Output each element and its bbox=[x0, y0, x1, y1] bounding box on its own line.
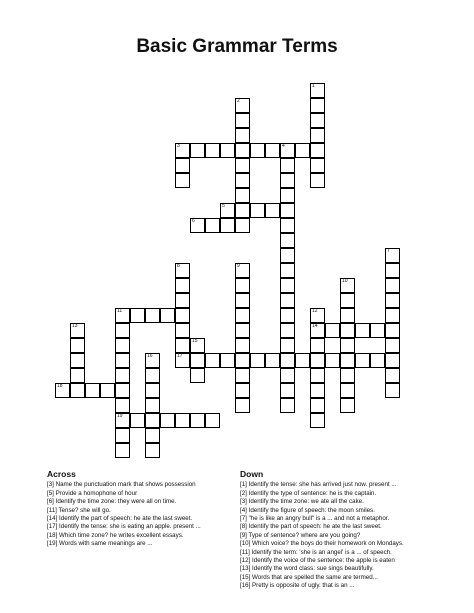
grid-cell[interactable] bbox=[175, 293, 190, 308]
clue-across-17: [17] Identify the tense: she is eating an apple. present ... bbox=[47, 523, 201, 531]
grid-cell[interactable] bbox=[280, 323, 295, 338]
grid-cell[interactable] bbox=[280, 353, 295, 368]
grid-cell[interactable] bbox=[205, 143, 220, 158]
grid-cell[interactable] bbox=[235, 278, 250, 293]
grid-cell[interactable] bbox=[70, 383, 85, 398]
grid-cell[interactable] bbox=[145, 383, 160, 398]
clue-across-19: [19] Words with same meanings are ... bbox=[47, 540, 153, 548]
grid-cell[interactable] bbox=[175, 323, 190, 338]
clue-number: 5 bbox=[222, 203, 225, 209]
grid-cell[interactable] bbox=[310, 368, 325, 383]
grid-cell[interactable] bbox=[220, 218, 235, 233]
grid-cell[interactable] bbox=[205, 353, 220, 368]
grid-cell[interactable] bbox=[115, 308, 130, 323]
grid-cell[interactable] bbox=[250, 353, 265, 368]
grid-cell[interactable] bbox=[145, 308, 160, 323]
grid-cell[interactable] bbox=[235, 398, 250, 413]
across-heading: Across bbox=[47, 469, 76, 479]
grid-cell[interactable] bbox=[340, 308, 355, 323]
grid-cell[interactable] bbox=[250, 203, 265, 218]
grid-cell[interactable] bbox=[310, 308, 325, 323]
grid-cell[interactable] bbox=[235, 368, 250, 383]
clue-down-1: [1] Identify the tense: she has arrived just now. present ... bbox=[240, 481, 397, 489]
grid-cell[interactable] bbox=[235, 188, 250, 203]
grid-cell[interactable] bbox=[385, 248, 400, 263]
grid-cell[interactable] bbox=[280, 143, 295, 158]
page-title: Basic Grammar Terms bbox=[136, 36, 338, 57]
grid-cell[interactable] bbox=[355, 323, 370, 338]
grid-cell[interactable] bbox=[70, 353, 85, 368]
grid-cell[interactable] bbox=[310, 323, 325, 338]
grid-cell[interactable] bbox=[70, 368, 85, 383]
grid-cell[interactable] bbox=[175, 413, 190, 428]
grid-cell[interactable] bbox=[385, 323, 400, 338]
grid-cell[interactable] bbox=[310, 83, 325, 98]
grid-cell[interactable] bbox=[160, 308, 175, 323]
grid-cell[interactable] bbox=[385, 293, 400, 308]
grid-cell[interactable] bbox=[310, 338, 325, 353]
grid-cell[interactable] bbox=[280, 218, 295, 233]
grid-cell[interactable] bbox=[340, 323, 355, 338]
grid-cell[interactable] bbox=[235, 218, 250, 233]
grid-cell[interactable] bbox=[235, 293, 250, 308]
grid-cell[interactable] bbox=[310, 143, 325, 158]
clue-down-13: [13] Identify the word class: sue sings beautifully. bbox=[240, 565, 374, 573]
grid-cell[interactable] bbox=[385, 263, 400, 278]
grid-cell[interactable] bbox=[385, 383, 400, 398]
grid-cell[interactable] bbox=[340, 398, 355, 413]
grid-cell[interactable] bbox=[250, 143, 265, 158]
grid-cell[interactable] bbox=[265, 203, 280, 218]
clue-number: 3 bbox=[177, 143, 180, 149]
grid-cell[interactable] bbox=[70, 338, 85, 353]
grid-cell[interactable] bbox=[190, 143, 205, 158]
grid-cell[interactable] bbox=[295, 353, 310, 368]
clue-number: 14 bbox=[312, 323, 318, 329]
grid-cell[interactable] bbox=[280, 203, 295, 218]
grid-cell[interactable] bbox=[235, 263, 250, 278]
grid-cell[interactable] bbox=[115, 368, 130, 383]
grid-cell[interactable] bbox=[385, 278, 400, 293]
grid-cell[interactable] bbox=[145, 428, 160, 443]
grid-cell[interactable] bbox=[310, 98, 325, 113]
grid-cell[interactable] bbox=[340, 383, 355, 398]
grid-cell[interactable] bbox=[115, 353, 130, 368]
grid-cell[interactable] bbox=[280, 233, 295, 248]
grid-cell[interactable] bbox=[280, 293, 295, 308]
grid-cell[interactable] bbox=[115, 383, 130, 398]
clue-across-14: [14] Identify the part of speech: he ate the last sweet. bbox=[47, 515, 193, 523]
clue-number: 11 bbox=[117, 308, 123, 314]
clue-across-6: [6] Identify the time zone: they were all on time. bbox=[47, 498, 177, 506]
grid-cell[interactable] bbox=[325, 323, 340, 338]
clue-number: 4 bbox=[282, 143, 285, 149]
grid-cell[interactable] bbox=[280, 263, 295, 278]
clue-number: 9 bbox=[237, 263, 240, 269]
grid-cell[interactable] bbox=[310, 413, 325, 428]
grid-cell[interactable] bbox=[115, 413, 130, 428]
grid-cell[interactable] bbox=[310, 398, 325, 413]
grid-cell[interactable] bbox=[265, 353, 280, 368]
grid-cell[interactable] bbox=[235, 323, 250, 338]
grid-cell[interactable] bbox=[175, 263, 190, 278]
grid-cell[interactable] bbox=[220, 353, 235, 368]
grid-cell[interactable] bbox=[115, 398, 130, 413]
grid-cell[interactable] bbox=[205, 218, 220, 233]
clue-across-5: [5] Provide a homophone of hour bbox=[47, 489, 138, 497]
clue-down-11: [11] Identify the term: 'she is an angel' is a ... of speech. bbox=[240, 548, 392, 556]
grid-cell[interactable] bbox=[280, 173, 295, 188]
grid-cell[interactable] bbox=[340, 353, 355, 368]
clue-across-11: [11] Tense? she will go. bbox=[47, 506, 111, 514]
clue-number: 1 bbox=[312, 83, 315, 89]
grid-cell[interactable] bbox=[235, 143, 250, 158]
clue-down-8: [8] Identify the part of speech: he ate the last sweet. bbox=[240, 523, 382, 531]
grid-cell[interactable] bbox=[385, 308, 400, 323]
grid-cell[interactable] bbox=[385, 338, 400, 353]
clue-number: 10 bbox=[342, 278, 348, 284]
grid-cell[interactable] bbox=[280, 248, 295, 263]
grid-cell[interactable] bbox=[115, 428, 130, 443]
grid-cell[interactable] bbox=[235, 383, 250, 398]
grid-cell[interactable] bbox=[115, 323, 130, 338]
grid-cell[interactable] bbox=[280, 158, 295, 173]
grid-cell[interactable] bbox=[145, 368, 160, 383]
grid-cell[interactable] bbox=[190, 413, 205, 428]
grid-cell[interactable] bbox=[310, 353, 325, 368]
grid-cell[interactable] bbox=[235, 113, 250, 128]
grid-cell[interactable] bbox=[235, 308, 250, 323]
grid-cell[interactable] bbox=[265, 143, 280, 158]
clue-number: 7 bbox=[387, 248, 390, 254]
clue-number: 18 bbox=[57, 383, 63, 389]
clue-number: 2 bbox=[237, 98, 240, 104]
grid-cell[interactable] bbox=[310, 158, 325, 173]
grid-cell[interactable] bbox=[370, 353, 385, 368]
clue-down-2: [2] Identify the type of sentence: he is the captain. bbox=[240, 489, 377, 497]
grid-cell[interactable] bbox=[175, 338, 190, 353]
grid-cell[interactable] bbox=[85, 383, 100, 398]
grid-cell[interactable] bbox=[235, 128, 250, 143]
grid-cell[interactable] bbox=[235, 98, 250, 113]
grid-cell[interactable] bbox=[280, 383, 295, 398]
grid-cell[interactable] bbox=[235, 338, 250, 353]
grid-cell[interactable] bbox=[220, 203, 235, 218]
grid-cell[interactable] bbox=[340, 293, 355, 308]
clue-number: 12 bbox=[312, 308, 318, 314]
grid-cell[interactable] bbox=[175, 173, 190, 188]
clue-number: 15 bbox=[192, 338, 198, 344]
grid-cell[interactable] bbox=[325, 353, 340, 368]
grid-cell[interactable] bbox=[115, 338, 130, 353]
grid-cell[interactable] bbox=[340, 338, 355, 353]
clue-down-4: [4] Identify the figure of speech: the moon smiles. bbox=[240, 506, 375, 514]
grid-cell[interactable] bbox=[235, 353, 250, 368]
clue-down-10: [10] Which voice? the boys do their homework on Mondays. bbox=[240, 540, 404, 548]
clue-down-12: [12] Identify the voice of the sentence: the apple is eaten bbox=[240, 557, 395, 565]
grid-cell[interactable] bbox=[340, 368, 355, 383]
grid-cell[interactable] bbox=[280, 278, 295, 293]
grid-cell[interactable] bbox=[385, 368, 400, 383]
clue-number: 17 bbox=[177, 353, 183, 359]
grid-cell[interactable] bbox=[115, 443, 130, 458]
grid-cell[interactable] bbox=[190, 368, 205, 383]
grid-cell[interactable] bbox=[220, 143, 235, 158]
grid-cell[interactable] bbox=[340, 278, 355, 293]
clue-across-18: [18] Which time zone? he writes excellent essays. bbox=[47, 531, 184, 539]
grid-cell[interactable] bbox=[100, 383, 115, 398]
grid-cell[interactable] bbox=[145, 398, 160, 413]
grid-cell[interactable] bbox=[235, 173, 250, 188]
grid-cell[interactable] bbox=[370, 323, 385, 338]
down-heading: Down bbox=[240, 469, 264, 479]
grid-cell[interactable] bbox=[310, 173, 325, 188]
grid-cell[interactable] bbox=[385, 353, 400, 368]
grid-cell[interactable] bbox=[235, 203, 250, 218]
clue-number: 6 bbox=[192, 218, 195, 224]
grid-cell[interactable] bbox=[310, 128, 325, 143]
grid-cell[interactable] bbox=[160, 413, 175, 428]
clue-down-7: [7] "he is like an angry bull" is a ... and not a metaphor. bbox=[240, 515, 390, 523]
grid-cell[interactable] bbox=[310, 113, 325, 128]
clue-number: 13 bbox=[72, 323, 78, 329]
grid-cell[interactable] bbox=[205, 413, 220, 428]
grid-cell[interactable] bbox=[145, 443, 160, 458]
grid-cell[interactable] bbox=[280, 368, 295, 383]
grid-cell[interactable] bbox=[175, 158, 190, 173]
grid-cell[interactable] bbox=[280, 188, 295, 203]
clue-down-9: [9] Type of sentence? where are you going? bbox=[240, 531, 361, 539]
grid-cell[interactable] bbox=[190, 218, 205, 233]
grid-cell[interactable] bbox=[355, 353, 370, 368]
grid-cell[interactable] bbox=[280, 308, 295, 323]
grid-cell[interactable] bbox=[175, 278, 190, 293]
grid-cell[interactable] bbox=[145, 413, 160, 428]
grid-cell[interactable] bbox=[130, 413, 145, 428]
clue-across-3: [3] Name the punctuation mark that shows possession bbox=[47, 481, 196, 489]
grid-cell[interactable] bbox=[190, 353, 205, 368]
across-clues bbox=[47, 470, 227, 549]
clue-number: 19 bbox=[117, 413, 123, 419]
clue-down-16: [16] Pretty is opposite of ugly. that is an ... bbox=[240, 582, 355, 590]
clue-down-3: [3] Identify the time zone: we ate all the cake. bbox=[240, 498, 364, 506]
grid-cell[interactable] bbox=[190, 338, 205, 353]
grid-cell[interactable] bbox=[70, 323, 85, 338]
down-clues bbox=[240, 470, 430, 591]
grid-cell[interactable] bbox=[235, 158, 250, 173]
clue-number: 8 bbox=[177, 263, 180, 269]
clue-number: 16 bbox=[147, 353, 153, 359]
clue-down-15: [15] Words that are spelled the same are termed... bbox=[240, 573, 378, 581]
grid-cell[interactable] bbox=[175, 353, 190, 368]
grid-cell[interactable] bbox=[310, 383, 325, 398]
grid-cell[interactable] bbox=[295, 143, 310, 158]
grid-cell[interactable] bbox=[280, 398, 295, 413]
grid-cell[interactable] bbox=[175, 308, 190, 323]
grid-cell[interactable] bbox=[55, 383, 70, 398]
grid-cell[interactable] bbox=[280, 338, 295, 353]
grid-cell[interactable] bbox=[145, 353, 160, 368]
grid-cell[interactable] bbox=[175, 143, 190, 158]
grid-cell[interactable] bbox=[130, 308, 145, 323]
